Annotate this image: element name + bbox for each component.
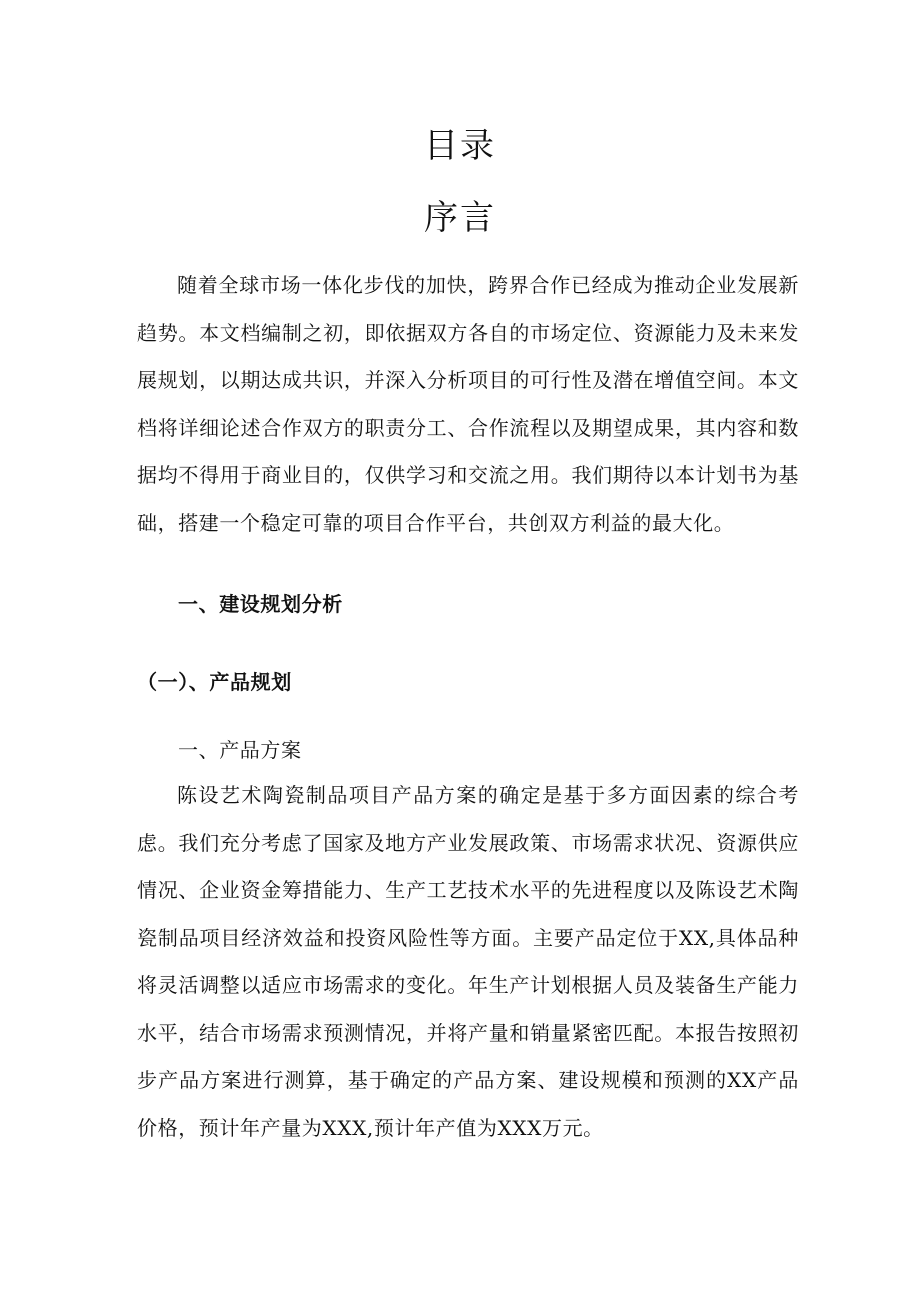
preface-title: 序言 [424,198,496,238]
product-plan-paragraph: 陈设艺术陶瓷制品项目产品方案的确定是基于多方面因素的综合考虑。我们充分考虑了国家及地方产业发展政策、市场需求状况、资源供应情况、企业资金筹措能力、生产工艺技术水平的先进程度以及陈设艺术陶瓷制品项目经济效益和投资风险性等方面。主要产品定位于XX,具体品种将灵活调整以适应市场需求的变化。年生产计划根据人员及装备生产能力水平，结合市场需求预测情况，并将产量和销量紧密匹配。本报告按照初步产品方案进行测算，基于确定的产品方案、建设规模和预测的XX产品价格，预计年产量为XXX,预计年产值为XXX万元。 [137,783,799,1140]
toc-title: 目录 [424,126,496,166]
preface-paragraph: 随着全球市场一体化步伐的加快，跨界合作已经成为推动企业发展新趋势。本文档编制之初，即依据双方各自的市场定位、资源能力及未来发展规划，以期达成共识，并深入分析项目的可行性及潜在增值空间。本文档将详细论述合作双方的职责分工、合作流程以及期望成果，其内容和数据均不得用于商业目的，仅供学习和交流之用。我们期待以本计划书为基础，搭建一个稳定可靠的项目合作平台，共创双方利益的最大化。 [137,273,799,535]
item-heading: 一、产品方案 [178,738,302,762]
subsection-heading: （一）、产品规划 [137,670,292,694]
section-heading: 一、建设规划分析 [178,592,343,616]
